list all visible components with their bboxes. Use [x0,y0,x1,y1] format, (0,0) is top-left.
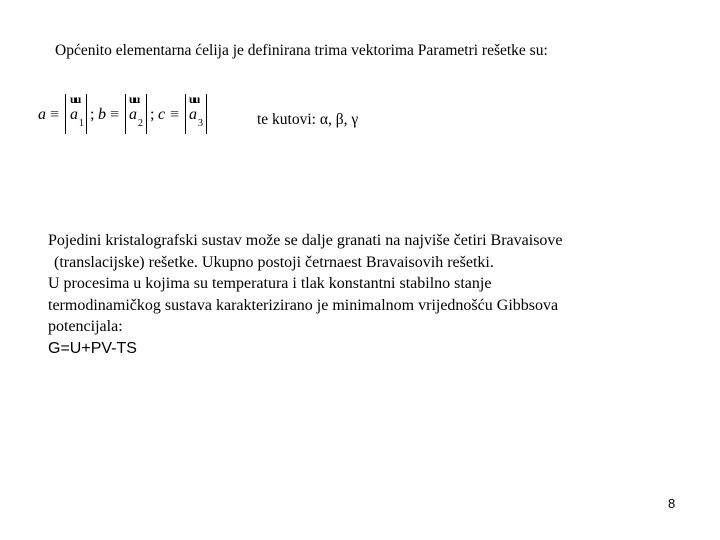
gibbs-equation: G=U+PV-TS [48,339,137,357]
subscript-3: 3 [198,118,203,129]
abs-bar-right-a [86,94,87,134]
subscript-2: 2 [138,118,143,129]
vector-arrow-a: uu [70,92,80,106]
abs-bar-right-c [206,94,207,134]
abs-bar-left-b [125,94,126,134]
symbol-c: c [158,106,166,123]
vector-a3: a [189,106,197,123]
vector-arrow-b: uu [129,92,139,106]
vector-a2: a [129,106,137,123]
angles-text: te kutovi: α, β, γ [257,111,359,128]
abs-bar-left-c [185,94,186,134]
symbol-a: a [38,106,46,123]
paragraph-line: (translacijske) rešetke. Ukupno postoji četrnaest Bravaisovih rešetki. [54,253,494,271]
separator-1: ; [90,106,95,123]
body-paragraph [48,230,688,360]
paragraph-line: potencijala: [48,318,123,336]
equiv-sign-b: ≡ [110,106,120,123]
equiv-sign-a: ≡ [50,106,60,123]
page-number: 8 [668,496,676,511]
subscript-1: 1 [79,118,84,129]
separator-2: ; [150,106,155,123]
abs-bar-left-a [65,94,66,134]
symbol-b: b [98,106,106,123]
abs-bar-right-b [146,94,147,134]
vector-arrow-c: uu [189,92,199,106]
equiv-sign-c: ≡ [170,106,180,123]
paragraph-line: U procesima u kojima su temperatura i tlak konstantni stabilno stanje [48,275,492,293]
paragraph-line: Pojedini kristalografski sustav može se dalje granati na najviše četiri Bravaisove [48,232,563,249]
intro-text: Općenito elementarna ćelija je definirana trima vektorima Parametri rešetke su: [55,42,548,59]
vector-a1: a [70,106,78,123]
paragraph-line: termodinamičkog sustava karakterizirano je minimalnom vrijednošću Gibbsova [48,296,559,314]
